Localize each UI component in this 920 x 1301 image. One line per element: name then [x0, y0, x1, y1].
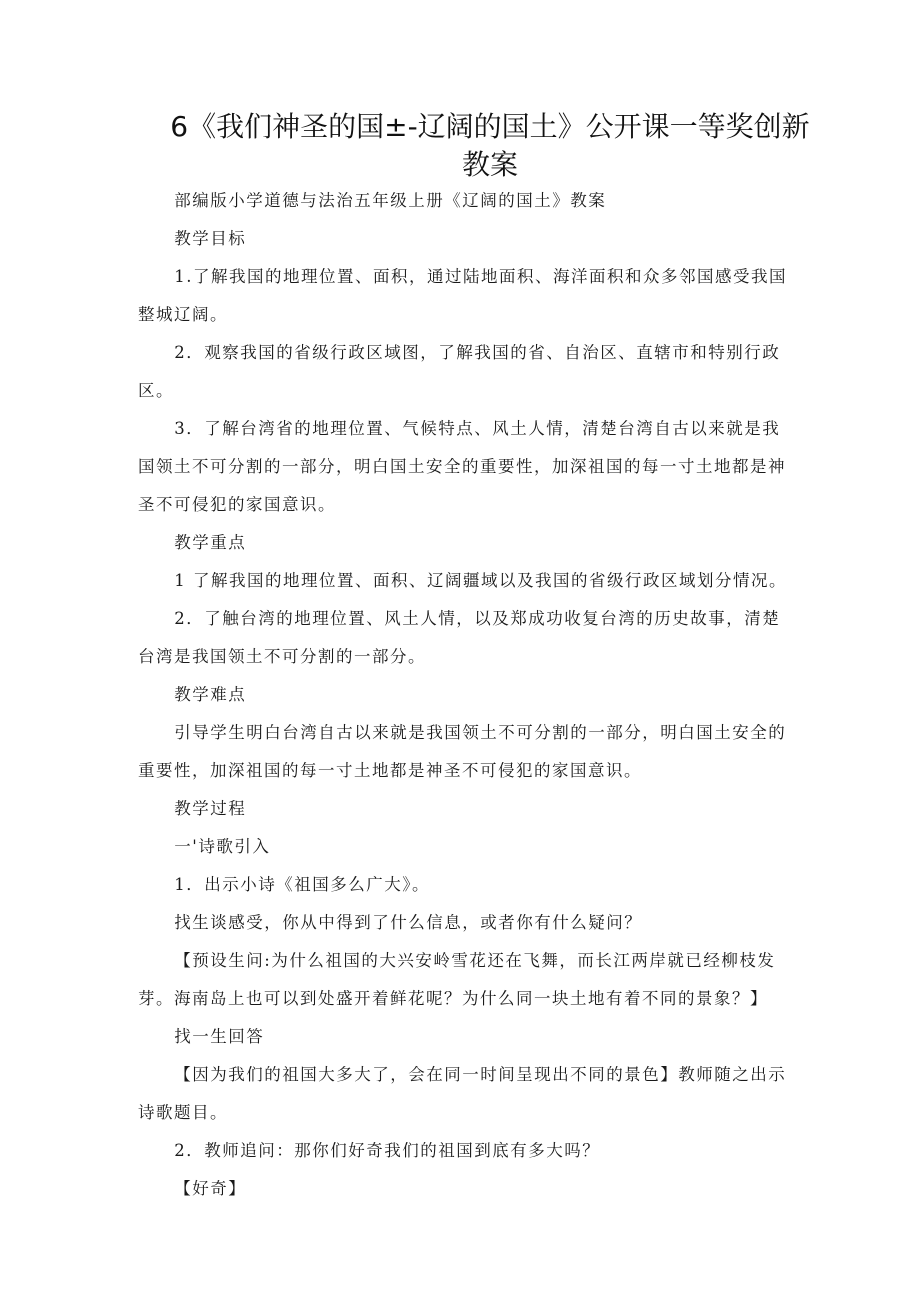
preset-question: 【预设生问:为什么祖国的大兴安岭雪花还在飞舞，而长江两岸就已经柳枝发芽。海南岛上也可以到处盛开着鲜花呢？为什么同一块土地有着不同的景象？】	[138, 951, 776, 1008]
objective-1: 1.了解我国的地理位置、面积，通过陆地面积、海洋面积和众多邻国感受我国整城辽阔。	[138, 267, 788, 324]
objective-2: 2．观察我国的省级行政区域图，了解我国的省、自治区、直辖市和特别行政区。	[138, 343, 781, 400]
key-point-1: 1 了解我国的地理位置、面积、辽阔疆域以及我国的省级行政区域划分情况。	[174, 571, 788, 590]
expected-response: 【好奇】	[174, 1179, 247, 1198]
difficulty-text: 引导学生明白台湾自古以来就是我国领土不可分割的一部分，明白国土安全的重要性，加深祖国的每一寸土地都是神圣不可侵犯的家国意识。	[138, 723, 787, 780]
section-heading-key-points: 教学重点	[174, 533, 247, 552]
section-heading-difficulties: 教学难点	[174, 685, 247, 704]
section-heading-process: 教学过程	[174, 799, 247, 818]
process-discussion: 找生谈感受，你从中得到了什么信息，或者你有什么疑问？	[174, 913, 643, 932]
process-step-intro: 一'诗歌引入	[174, 837, 271, 856]
process-item-1: 1．出示小诗《祖国多么广大》。	[174, 875, 431, 894]
key-point-2: 2．了触台湾的地理位置、风土人情，以及郑成功收复台湾的历史故事，清楚台湾是我国领土不可分割的一部分。	[138, 609, 781, 666]
section-heading-objectives: 教学目标	[174, 229, 247, 248]
document-title: 6《我们神圣的国±-辽阔的国土》公开课一等奖创新教案	[170, 110, 810, 181]
subtitle-line: 部编版小学道德与法治五年级上册《辽阔的国土》教案	[174, 191, 607, 210]
document-body	[138, 182, 788, 1208]
process-item-2: 2．教师追问：那你们好奇我们的祖国到底有多大吗？	[174, 1141, 601, 1160]
objective-3: 3．了解台湾省的地理位置、气候特点、风土人情，清楚台湾自古以来就是我国领土不可分割的一部分，明白国土安全的重要性，加深祖国的每一寸土地都是神圣不可侵犯的家国意识。	[138, 419, 786, 514]
student-answer-prompt: 找一生回答	[174, 1027, 265, 1046]
preset-answer: 【因为我们的祖国大多大了，会在同一时间呈现出不同的景色】教师随之出示诗歌题目。	[138, 1065, 787, 1122]
